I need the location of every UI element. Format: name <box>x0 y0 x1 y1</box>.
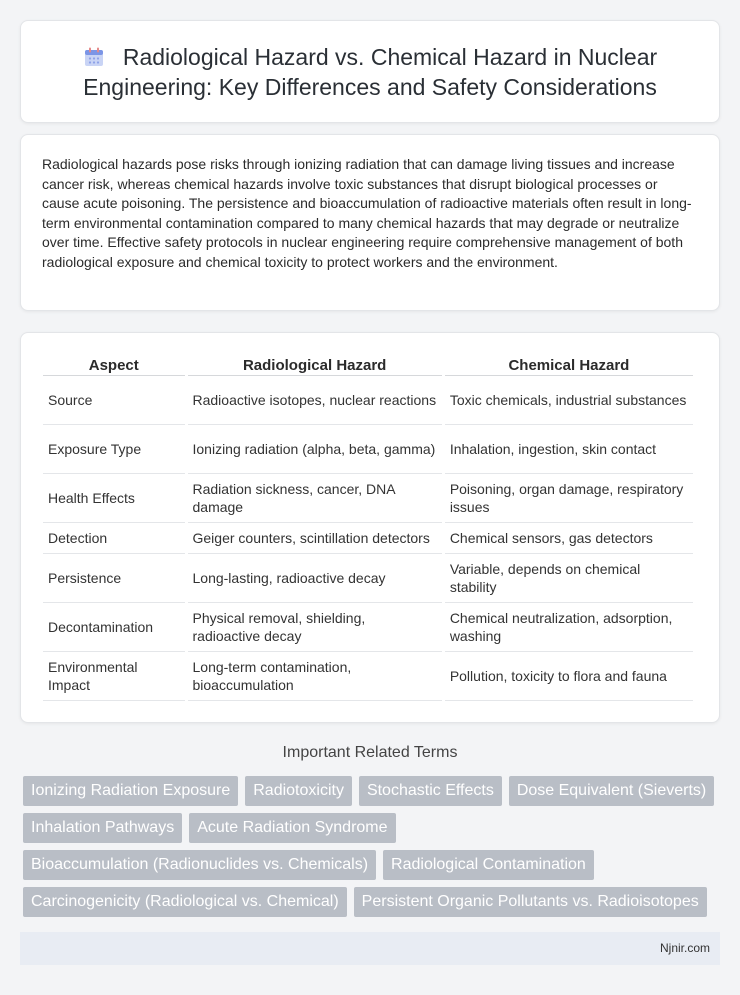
table-row <box>43 523 693 554</box>
tag-bioaccumulation[interactable]: Bioaccumulation (Radionuclides vs. Chemicals) <box>23 850 376 880</box>
page-title-text: Radiological Hazard vs. Chemical Hazard in Nuclear Engineering: Key Differences and Safety Considerations <box>83 43 658 100</box>
row-chemical: Inhalation, ingestion, skin contact <box>445 425 693 474</box>
header-aspect: Aspect <box>43 351 185 376</box>
table-row <box>43 554 693 603</box>
tag-persistent-organic-pollutants[interactable]: Persistent Organic Pollutants vs. Radioisotopes <box>354 887 707 917</box>
row-aspect: Environmental Impact <box>43 652 185 701</box>
header-chemical: Chemical Hazard <box>445 351 693 376</box>
intro-card <box>20 134 720 311</box>
tag-acute-radiation-syndrome[interactable]: Acute Radiation Syndrome <box>189 813 395 843</box>
row-chemical: Pollution, toxicity to flora and fauna <box>445 652 693 701</box>
row-chemical: Poisoning, organ damage, respiratory issues <box>445 474 693 523</box>
row-chemical: Chemical neutralization, adsorption, washing <box>445 603 693 652</box>
row-radiological: Geiger counters, scintillation detectors <box>188 523 442 554</box>
row-radiological: Radiation sickness, cancer, DNA damage <box>188 474 442 523</box>
table-row <box>43 376 693 425</box>
table-row <box>43 652 693 701</box>
title-card <box>20 20 720 123</box>
row-radiological: Long-lasting, radioactive decay <box>188 554 442 603</box>
footer-brand[interactable]: Njnir.com <box>659 941 710 955</box>
tag-ionizing-radiation-exposure[interactable]: Ionizing Radiation Exposure <box>23 776 238 806</box>
row-chemical: Chemical sensors, gas detectors <box>445 523 693 554</box>
calendar-icon <box>83 46 105 68</box>
tag-stochastic-effects[interactable]: Stochastic Effects <box>359 776 502 806</box>
row-aspect: Decontamination <box>43 603 185 652</box>
tag-row <box>23 813 723 843</box>
tag-row <box>23 850 723 880</box>
row-aspect: Detection <box>43 523 185 554</box>
row-radiological: Ionizing radiation (alpha, beta, gamma) <box>188 425 442 474</box>
row-radiological: Radioactive isotopes, nuclear reactions <box>188 376 442 425</box>
tag-carcinogenicity[interactable]: Carcinogenicity (Radiological vs. Chemical) <box>23 887 347 917</box>
table-row <box>43 474 693 523</box>
tag-radiological-contamination[interactable]: Radiological Contamination <box>383 850 594 880</box>
row-radiological: Long-term contamination, bioaccumulation <box>188 652 442 701</box>
tag-radiotoxicity[interactable]: Radiotoxicity <box>245 776 352 806</box>
intro-paragraph: Radiological hazards pose risks through ionizing radiation that can damage living tissues and increase cancer risk, whereas chemical hazards involve toxic substances that disrupt biological processes or cause acute poisoning. The persistence and bioaccumulation of radioactive materials often result in long-term environmental contamination compared to many chemical hazards that may degrade or neutralize over time. Effective safety protocols in nuclear engineering require comprehensive management of both radiological exposure and chemical toxicity to protect workers and the environment. <box>42 156 692 270</box>
table-row <box>43 603 693 652</box>
row-chemical: Toxic chemicals, industrial substances <box>445 376 693 425</box>
table-row <box>43 425 693 474</box>
row-radiological: Physical removal, shielding, radioactive decay <box>188 603 442 652</box>
related-terms <box>23 776 723 924</box>
row-chemical: Variable, depends on chemical stability <box>445 554 693 603</box>
tag-row <box>23 887 723 917</box>
row-aspect: Source <box>43 376 185 425</box>
footer <box>20 932 720 965</box>
tag-row <box>23 776 723 806</box>
comparison-table <box>40 351 696 701</box>
row-aspect: Persistence <box>43 554 185 603</box>
tag-dose-equivalent[interactable]: Dose Equivalent (Sieverts) <box>509 776 714 806</box>
page-title <box>51 42 689 102</box>
row-aspect: Exposure Type <box>43 425 185 474</box>
header-radiological: Radiological Hazard <box>188 351 442 376</box>
row-aspect: Health Effects <box>43 474 185 523</box>
tag-inhalation-pathways[interactable]: Inhalation Pathways <box>23 813 182 843</box>
comparison-card <box>20 332 720 723</box>
related-terms-title: Important Related Terms <box>282 744 458 761</box>
